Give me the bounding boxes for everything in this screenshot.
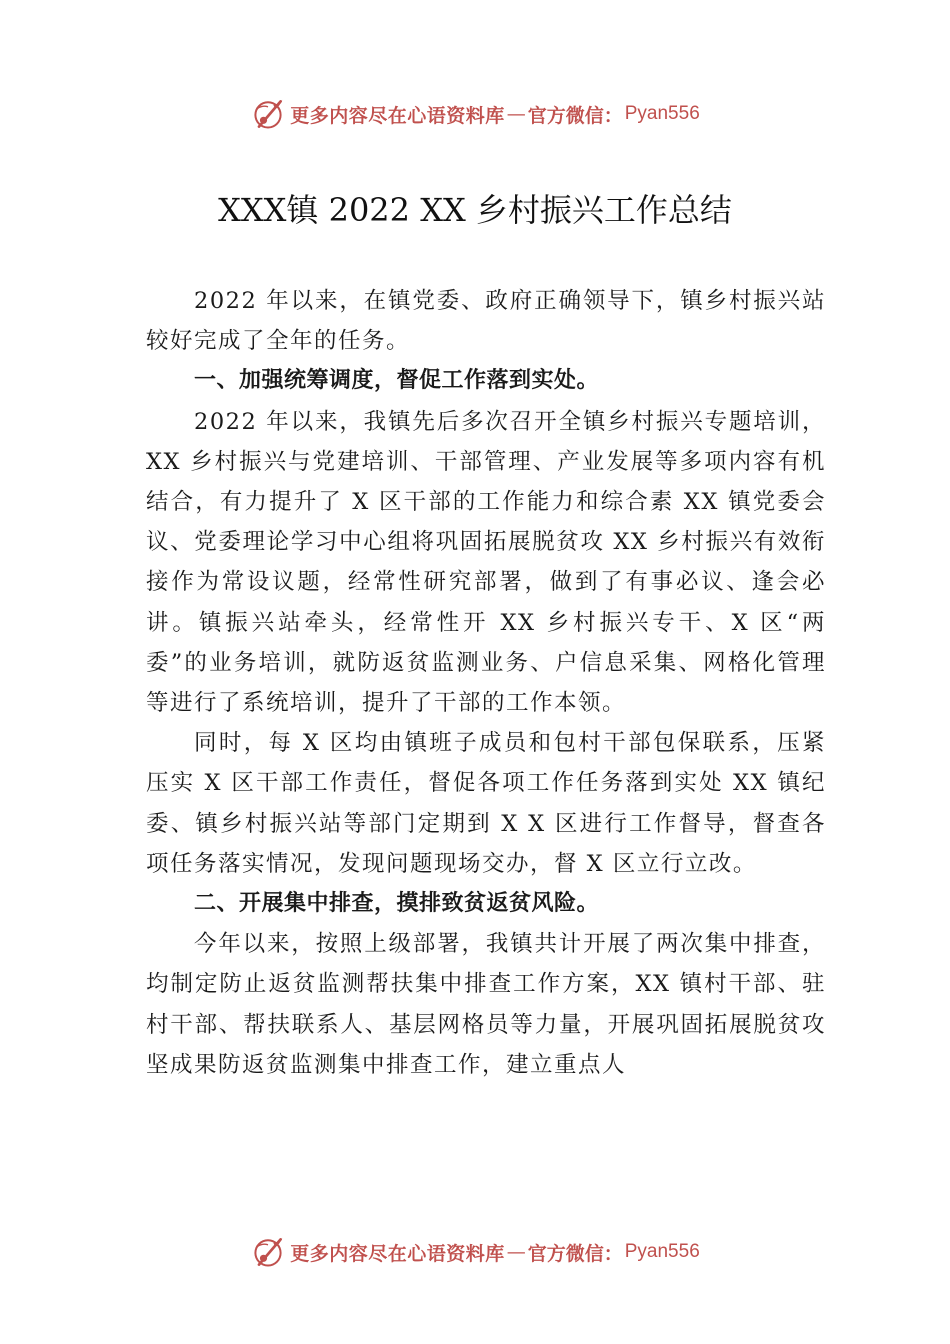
watermark-wechat-id: Pyan556 (624, 1241, 700, 1262)
paragraph-training: 2022 年以来，我镇先后多次召开全镇乡村振兴专题培训，XX 乡村振兴与党建培训、干部管理、产业发展等多项内容有机结合，有力提升了 X 区干部的工作能力和综合素 XX 镇党委会议、党委理论学习中心组将巩固拓展脱贫攻 XX 乡村振兴有效衔接作为常设议题，经常性研究部署，做到了有事必议、逢会必讲。镇振兴站牵头，经常性开 XX 乡村振兴专干、X 区“两委”的业务培训，就防返贫监测业务、户信息采集、网格化管理等进行了系统培训，提升了干部的工作本领。 (146, 408, 826, 717)
quill-pen-logo-icon (250, 1234, 286, 1270)
watermark-footer (0, 1232, 950, 1272)
watermark-wechat-label: 官方微信： (527, 1242, 623, 1265)
section-heading-2: 二、开展集中排查，摸排致贫返贫风险。 (194, 891, 600, 917)
watermark-header (0, 94, 950, 134)
watermark-wechat-label: 官方微信： (527, 104, 623, 127)
document-body (146, 281, 826, 1085)
document-title: XXX镇 2022 XX 乡村振兴工作总结 (218, 191, 732, 229)
section-heading-1: 一、加强统筹调度，督促工作落到实处。 (194, 368, 600, 394)
watermark-wechat-id: Pyan556 (624, 103, 700, 124)
paragraph-intro: 2022 年以来，在镇党委、政府正确领导下，镇乡村振兴站较好完成了全年的任务。 (146, 288, 826, 355)
paragraph-supervision: 同时，每 X 区均由镇班子成员和包村干部包保联系，压紧压实 X 区干部工作责任，督促各项工作任务落到实处 XX 镇纪委、镇乡村振兴站等部门定期到 X X 区进行工作督导，督查各项任务落实情况，发现问题现场交办，督 X 区立行立改。 (146, 730, 826, 877)
watermark-text: 更多内容尽在心语资料库 (290, 1242, 505, 1265)
watermark-separator: — (506, 1241, 526, 1263)
paragraph-inspection: 今年以来，按照上级部署，我镇共计开展了两次集中排查，均制定防止返贫监测帮扶集中排查工作方案，XX 镇村干部、驻村干部、帮扶联系人、基层网格员等力量，开展巩固拓展脱贫攻坚成果防返贫监测集中排查工作，建立重点人 (146, 931, 826, 1078)
watermark-separator: — (506, 103, 526, 125)
quill-pen-logo-icon (250, 96, 286, 132)
watermark-text: 更多内容尽在心语资料库 (290, 104, 505, 127)
